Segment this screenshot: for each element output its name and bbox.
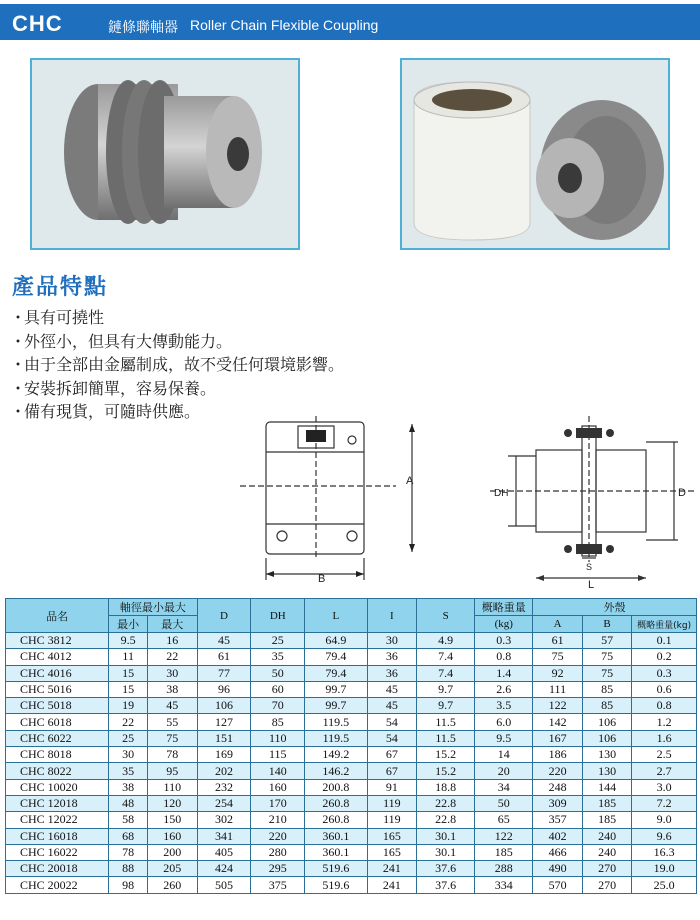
table-cell: 50 [251,665,305,681]
table-cell: 119 [367,795,417,811]
header-bore-min: 最小 [109,616,148,633]
table-cell: 2.7 [632,763,697,779]
table-cell: 202 [197,763,251,779]
bullet: ・ [10,355,27,374]
table-cell: 18.8 [417,779,475,795]
table-cell: 146.2 [305,763,367,779]
feature-item: ・由于全部由金屬制成，故不受任何環境影響。 [10,353,344,377]
cell-model: CHC 20018 [6,861,109,877]
cell-model: CHC 4012 [6,649,109,665]
table-cell: 45 [148,698,198,714]
table-row [6,763,697,779]
feature-item: ・安裝拆卸簡單，容易保養。 [10,377,344,401]
table-cell: 150 [148,812,198,828]
table-cell: 96 [197,681,251,697]
table-cell: 519.6 [305,861,367,877]
header-D: D [197,599,251,633]
table-cell: 0.8 [632,698,697,714]
table-cell: 210 [251,812,305,828]
table-cell: 151 [197,730,251,746]
table-cell: 22.8 [417,795,475,811]
table-cell: 50 [475,795,533,811]
header-L: L [305,599,367,633]
table-cell: 360.1 [305,828,367,844]
table-cell: 61 [533,633,583,649]
table-cell: 160 [148,828,198,844]
table-cell: 241 [367,861,417,877]
table-cell: 570 [533,877,583,893]
table-cell: 55 [148,714,198,730]
table-cell: 36 [367,665,417,681]
table-cell: 519.6 [305,877,367,893]
table-cell: 288 [475,861,533,877]
table-cell: 185 [582,812,632,828]
table-cell: 54 [367,730,417,746]
table-cell: 15.2 [417,763,475,779]
table-cell: 220 [251,828,305,844]
table-cell: 122 [533,698,583,714]
table-cell: 30 [148,665,198,681]
table-cell: 405 [197,844,251,860]
table-row [6,649,697,665]
table-row [6,812,697,828]
table-cell: 9.6 [632,828,697,844]
table-cell: 140 [251,763,305,779]
table-cell: 167 [533,730,583,746]
table-cell: 48 [109,795,148,811]
table-cell: 36 [367,649,417,665]
table-cell: 45 [367,698,417,714]
table-cell: 75 [582,665,632,681]
header-case-A: A [533,616,583,633]
table-cell: 260 [148,877,198,893]
table-cell: 9.7 [417,698,475,714]
bullet: ・ [10,331,27,351]
table-cell: 505 [197,877,251,893]
table-cell: 58 [109,812,148,828]
table-row [6,714,697,730]
table-cell: 37.6 [417,877,475,893]
table-cell: 79.4 [305,649,367,665]
header-DH: DH [251,599,305,633]
table-cell: 75 [148,730,198,746]
table-cell: 120 [148,795,198,811]
table-cell: 248 [533,779,583,795]
table-cell: 25 [109,730,148,746]
table-row [6,633,697,649]
table-cell: 77 [197,665,251,681]
table-row [6,681,697,697]
table-cell: 9.5 [109,633,148,649]
table-cell: 0.8 [475,649,533,665]
table-cell: 45 [367,681,417,697]
table-cell: 260.8 [305,795,367,811]
table-cell: 78 [109,844,148,860]
cell-model: CHC 6018 [6,714,109,730]
table-row [6,665,697,681]
cell-model: CHC 5016 [6,681,109,697]
table-cell: 232 [197,779,251,795]
bullet: ・ [10,378,27,398]
feature-item: ・備有現貨，可隨時供應。 [10,400,344,424]
table-cell: 11.5 [417,714,475,730]
table-cell: 57 [582,633,632,649]
table-cell: 185 [475,844,533,860]
header-band [0,4,700,40]
table-cell: 122 [475,828,533,844]
cell-model: CHC 6022 [6,730,109,746]
table-cell: 61 [197,649,251,665]
cover-drawing [236,412,446,590]
dim-label-A: A [406,475,414,487]
table-cell: 30.1 [417,844,475,860]
table-cell: 99.7 [305,681,367,697]
table-cell: 15 [109,681,148,697]
table-cell: 9.0 [632,812,697,828]
features-title: 產品特點 [12,274,109,300]
header-case: 外殼 [533,599,697,616]
table-cell: 25.0 [632,877,697,893]
table-cell: 106 [582,730,632,746]
table-cell: 270 [582,877,632,893]
table-cell: 7.4 [417,649,475,665]
table-cell: 54 [367,714,417,730]
header-case-weight: 概略重量(kg) [632,616,697,633]
table-cell: 11 [109,649,148,665]
table-cell: 95 [148,763,198,779]
table-cell: 22.8 [417,812,475,828]
table-cell: 75 [533,649,583,665]
table-cell: 19.0 [632,861,697,877]
table-cell: 270 [582,861,632,877]
coupling-image [32,60,298,248]
table-cell: 0.1 [632,633,697,649]
table-cell: 92 [533,665,583,681]
table-cell: 91 [367,779,417,795]
table-cell: 334 [475,877,533,893]
table-row [6,795,697,811]
cell-model: CHC 12022 [6,812,109,828]
cell-model: CHC 8018 [6,747,109,763]
table-row [6,779,697,795]
table-cell: 60 [251,681,305,697]
table-row [6,844,697,860]
dim-label-S: S [586,562,593,572]
bullet: ・ [10,402,27,421]
table-cell: 119.5 [305,714,367,730]
cell-model: CHC 10020 [6,779,109,795]
table-cell: 280 [251,844,305,860]
header-S: S [417,599,475,633]
table-cell: 65 [475,812,533,828]
header-model: 品名 [6,599,109,633]
table-cell: 110 [148,779,198,795]
dim-label-DH: DH [494,488,509,499]
table-cell: 127 [197,714,251,730]
header-I: I [367,599,417,633]
drawing-with-cover [236,412,446,590]
table-cell: 106 [197,698,251,714]
table-cell: 2.5 [632,747,697,763]
table-cell: 0.6 [632,681,697,697]
table-cell: 3.0 [632,779,697,795]
table-cell: 30 [109,747,148,763]
features-list [10,306,344,424]
table-cell: 144 [582,779,632,795]
feature-item: ・外徑小，但具有大傳動能力。 [10,330,344,354]
table-cell: 111 [533,681,583,697]
table-cell: 1.4 [475,665,533,681]
header-weight-unit: (kg) [475,616,533,633]
table-cell: 16.3 [632,844,697,860]
spec-table-body [6,633,697,894]
table-cell: 0.3 [632,665,697,681]
table-cell: 169 [197,747,251,763]
table-cell: 0.3 [475,633,533,649]
table-cell: 9.7 [417,681,475,697]
table-cell: 85 [582,698,632,714]
table-cell: 78 [148,747,198,763]
table-cell: 7.2 [632,795,697,811]
cell-model: CHC 16018 [6,828,109,844]
table-cell: 1.6 [632,730,697,746]
table-cell: 106 [582,714,632,730]
table-cell: 119 [367,812,417,828]
table-cell: 295 [251,861,305,877]
table-cell: 22 [109,714,148,730]
table-cell: 79.4 [305,665,367,681]
table-cell: 4.9 [417,633,475,649]
table-cell: 375 [251,877,305,893]
table-cell: 37.6 [417,861,475,877]
table-cell: 16 [148,633,198,649]
dim-label-D: D [678,487,686,499]
table-cell: 165 [367,844,417,860]
table-cell: 25 [251,633,305,649]
table-cell: 186 [533,747,583,763]
table-cell: 260.8 [305,812,367,828]
table-cell: 68 [109,828,148,844]
table-cell: 254 [197,795,251,811]
table-cell: 200 [148,844,198,860]
table-cell: 110 [251,730,305,746]
table-cell: 240 [582,844,632,860]
table-cell: 38 [148,681,198,697]
cell-model: CHC 8022 [6,763,109,779]
table-cell: 119.5 [305,730,367,746]
table-cell: 130 [582,763,632,779]
table-cell: 35 [109,763,148,779]
cell-model: CHC 4016 [6,665,109,681]
table-cell: 14 [475,747,533,763]
coupling-drawing [488,412,698,590]
table-cell: 165 [367,828,417,844]
cell-model: CHC 3812 [6,633,109,649]
header-bore: 軸徑最小最大 [109,599,197,616]
header-bore-max: 最大 [148,616,198,633]
table-cell: 99.7 [305,698,367,714]
table-cell: 160 [251,779,305,795]
title-chinese: 鏈條聯軸器 [108,20,178,36]
table-cell: 1.2 [632,714,697,730]
table-cell: 15.2 [417,747,475,763]
table-cell: 149.2 [305,747,367,763]
table-cell: 0.2 [632,649,697,665]
table-row [6,747,697,763]
table-cell: 424 [197,861,251,877]
table-cell: 309 [533,795,583,811]
table-cell: 7.4 [417,665,475,681]
table-cell: 30.1 [417,828,475,844]
table-cell: 170 [251,795,305,811]
table-cell: 2.6 [475,681,533,697]
spec-table [5,598,697,894]
table-row [6,730,697,746]
table-cell: 85 [251,714,305,730]
title-english: Roller Chain Flexible Coupling [190,17,379,33]
product-code: CHC [12,11,63,36]
table-cell: 466 [533,844,583,860]
cell-model: CHC 16022 [6,844,109,860]
table-row [6,698,697,714]
dim-label-B: B [318,573,326,585]
cell-model: CHC 12018 [6,795,109,811]
table-cell: 115 [251,747,305,763]
table-cell: 205 [148,861,198,877]
table-cell: 6.0 [475,714,533,730]
table-cell: 220 [533,763,583,779]
table-cell: 34 [475,779,533,795]
table-cell: 142 [533,714,583,730]
photo-coupling-with-cover [400,58,670,250]
table-cell: 35 [251,649,305,665]
table-row [6,828,697,844]
drawing-coupling [488,412,698,590]
table-cell: 38 [109,779,148,795]
table-cell: 67 [367,747,417,763]
table-cell: 75 [582,649,632,665]
cell-model: CHC 5018 [6,698,109,714]
dim-label-L: L [588,579,595,590]
photo-coupling-assembled [30,58,300,250]
table-cell: 241 [367,877,417,893]
header-weight: 概略重量 [475,599,533,616]
feature-item: ・具有可撓性 [10,306,344,330]
table-cell: 70 [251,698,305,714]
table-cell: 45 [197,633,251,649]
table-cell: 22 [148,649,198,665]
table-cell: 240 [582,828,632,844]
header-case-B: B [582,616,632,633]
table-cell: 185 [582,795,632,811]
table-row [6,877,697,893]
table-cell: 98 [109,877,148,893]
table-cell: 490 [533,861,583,877]
table-cell: 64.9 [305,633,367,649]
table-cell: 302 [197,812,251,828]
table-cell: 30 [367,633,417,649]
bullet: ・ [10,308,27,327]
table-cell: 19 [109,698,148,714]
table-cell: 85 [582,681,632,697]
table-cell: 67 [367,763,417,779]
table-cell: 130 [582,747,632,763]
cell-model: CHC 20022 [6,877,109,893]
table-cell: 3.5 [475,698,533,714]
table-cell: 88 [109,861,148,877]
table-cell: 402 [533,828,583,844]
table-cell: 15 [109,665,148,681]
table-cell: 357 [533,812,583,828]
table-cell: 20 [475,763,533,779]
table-cell: 200.8 [305,779,367,795]
table-cell: 9.5 [475,730,533,746]
table-row [6,861,697,877]
header [0,0,700,44]
table-cell: 11.5 [417,730,475,746]
table-cell: 360.1 [305,844,367,860]
coupling-cover-image [402,60,668,248]
table-cell: 341 [197,828,251,844]
